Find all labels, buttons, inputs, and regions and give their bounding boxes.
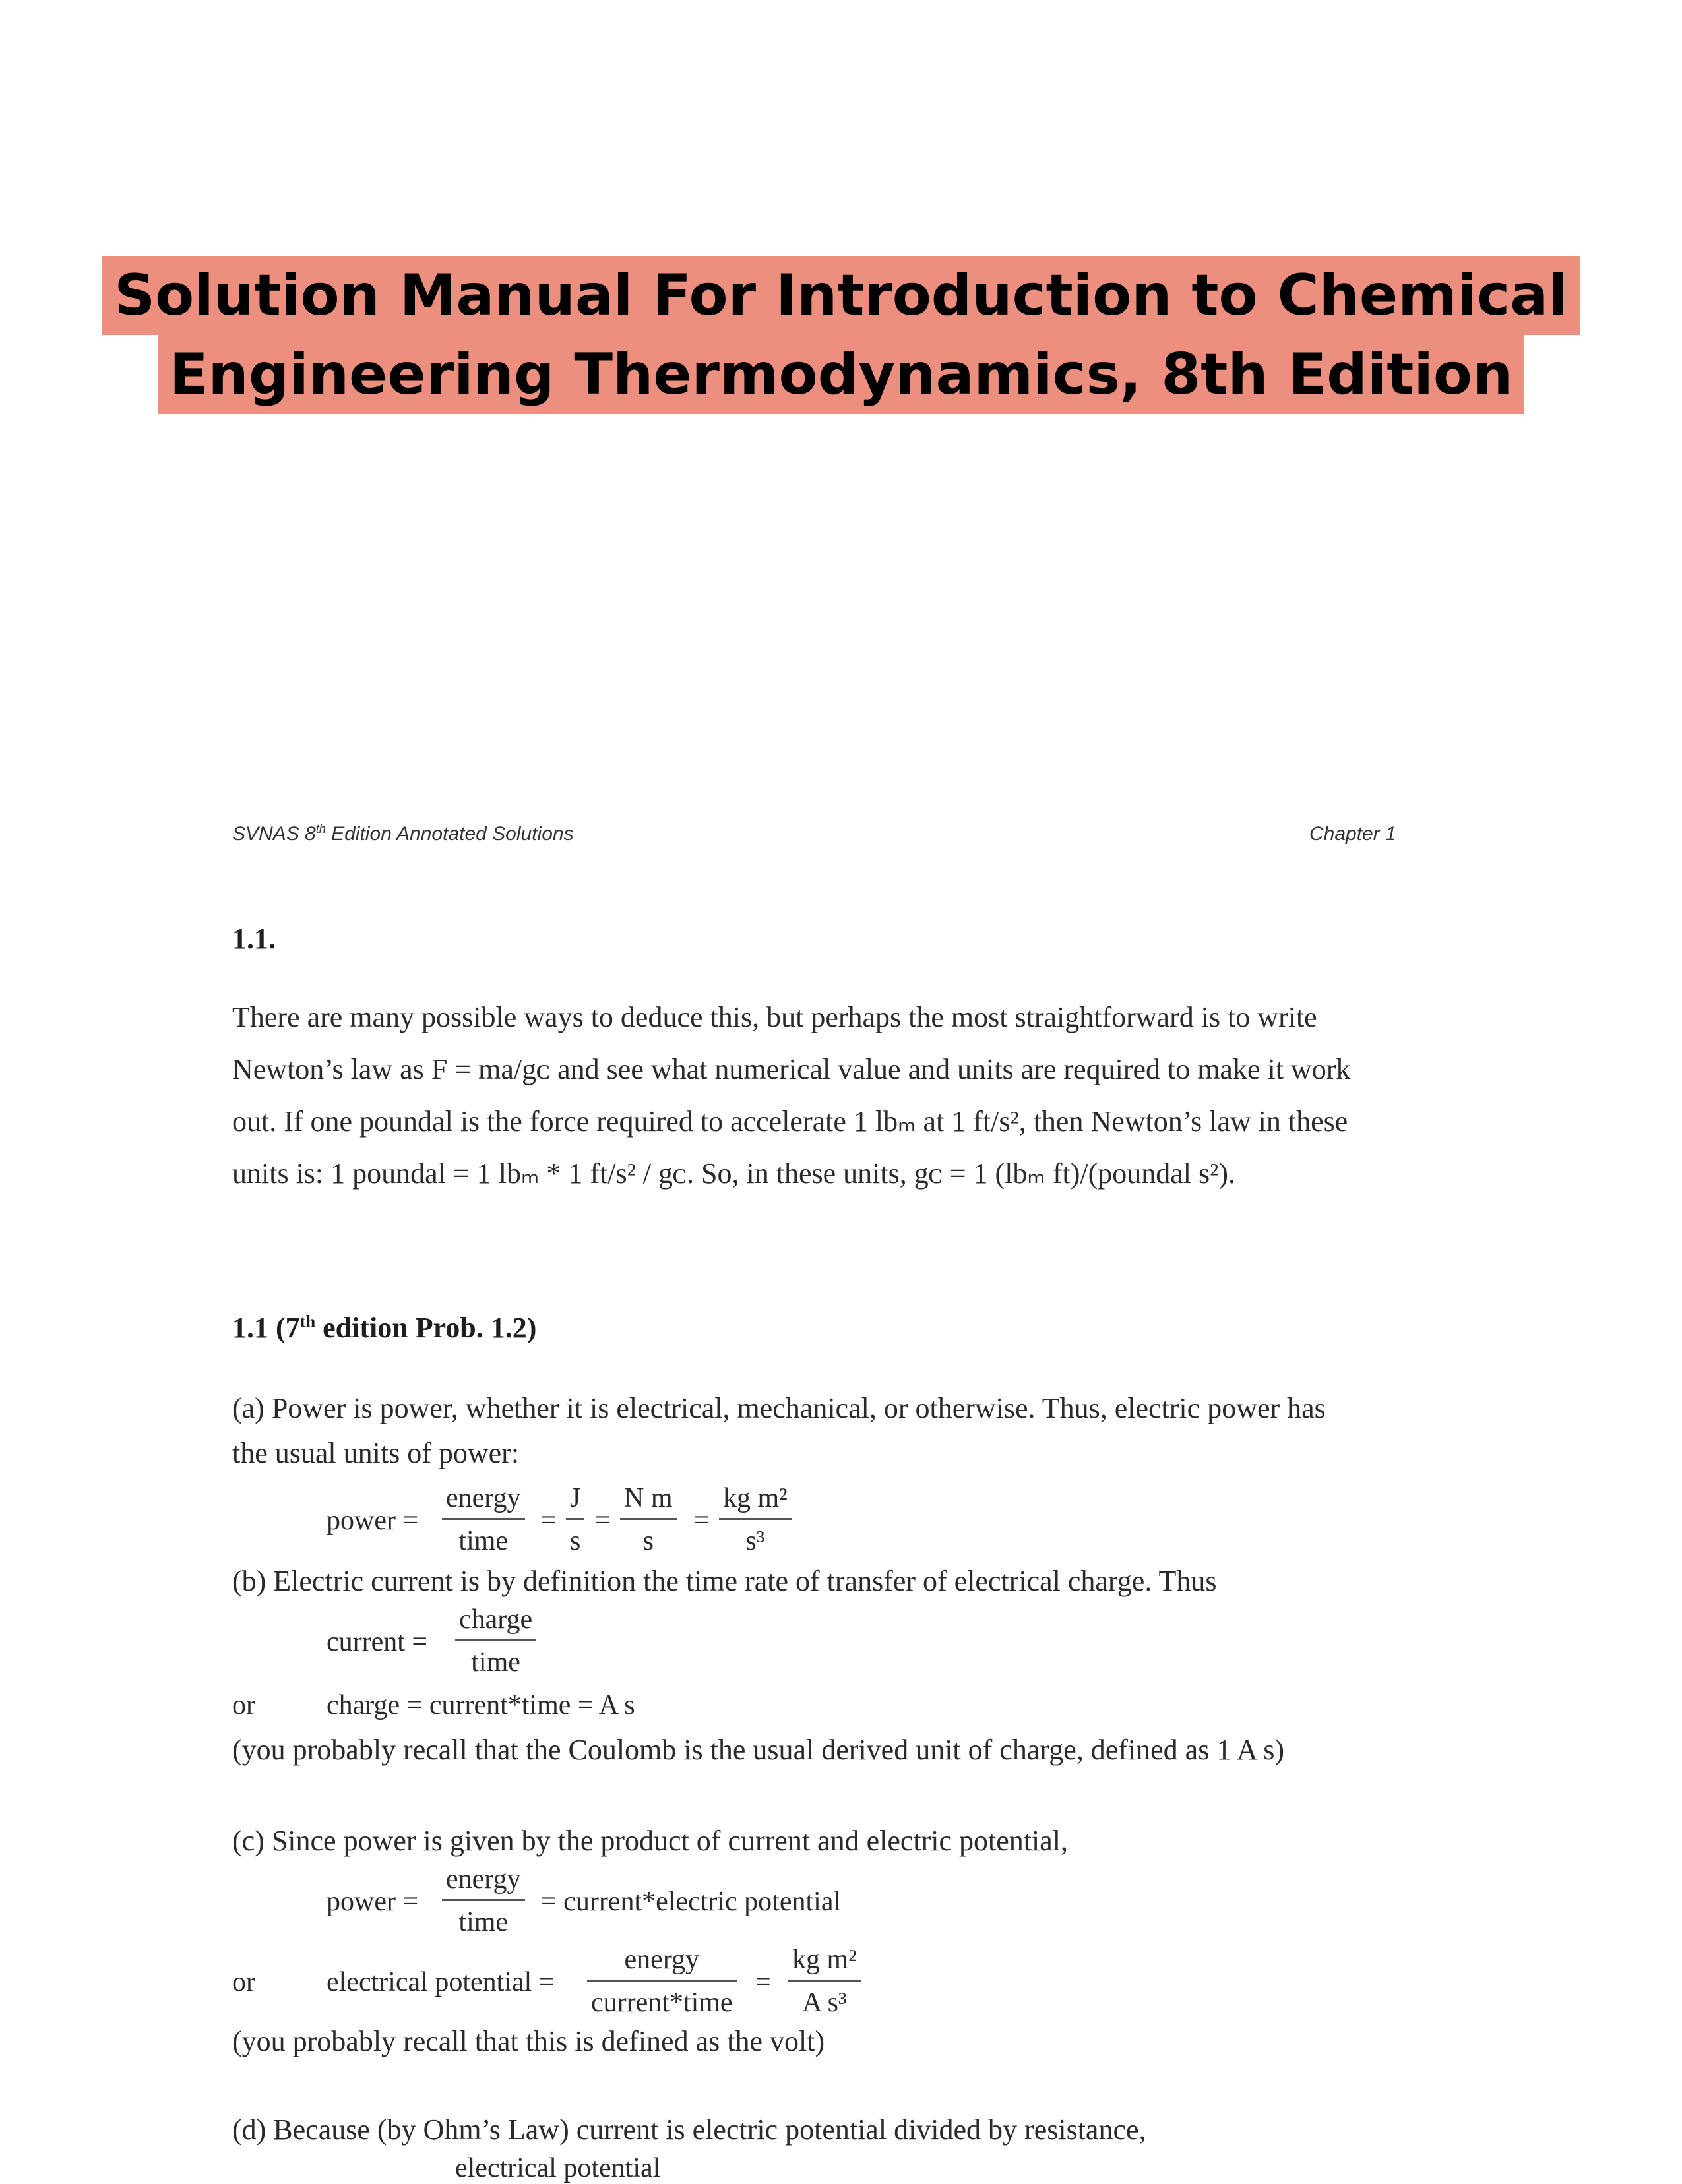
eq-potential-lhs: electrical potential = bbox=[327, 1967, 555, 1997]
equals-sign: = bbox=[595, 1505, 611, 1536]
part-b-line: (b) Electric current is by definition the time rate of transfer of electrical charge. Thus bbox=[232, 1565, 1217, 1597]
part-a-line-1: (a) Power is power, whether it is electrical, mechanical, or otherwise. Thus, electric power has bbox=[232, 1392, 1326, 1424]
fraction-energy-time-2: energy time bbox=[442, 1862, 525, 1939]
paragraph-line: There are many possible ways to deduce this, but perhaps the most straightforward is to write bbox=[232, 1001, 1317, 1033]
part-a-line-2: the usual units of power: bbox=[232, 1437, 520, 1469]
section-heading-1-1: 1.1. bbox=[232, 923, 276, 955]
or-label: or bbox=[232, 1690, 255, 1720]
fraction-nm-s: N m s bbox=[620, 1481, 677, 1558]
fraction-kgm2-as3: kg m² A s³ bbox=[788, 1943, 861, 2020]
equals-sign: = bbox=[541, 1505, 557, 1536]
paragraph-line: Newton’s law as F = ma/gᴄ and see what numerical value and units are required to make it work bbox=[232, 1053, 1351, 1085]
equals-sign: = bbox=[694, 1505, 710, 1536]
fraction-charge-time: charge time bbox=[455, 1602, 536, 1680]
part-d-line: (d) Because (by Ohm’s Law) current is electric potential divided by resistance, bbox=[232, 2113, 1146, 2146]
fraction-energy-time: energy time bbox=[442, 1481, 525, 1558]
eq-power2-rhs: = current*electric potential bbox=[541, 1887, 842, 1917]
part-b-note: (you probably recall that the Coulomb is the usual derived unit of charge, defined as 1 A s) bbox=[232, 1734, 1285, 1766]
fraction-j-s: J s bbox=[566, 1481, 584, 1558]
part-c-note: (you probably recall that this is defined as the volt) bbox=[232, 2025, 825, 2057]
paragraph-line: units is: 1 poundal = 1 lbₘ * 1 ft/s² / gᴄ. So, in these units, gᴄ = 1 (lbₘ ft)/(poundal s²). bbox=[232, 1157, 1235, 1190]
eq-power-lhs: power = bbox=[327, 1505, 419, 1536]
part-c-line: (c) Since power is given by the product of current and electric potential, bbox=[232, 1825, 1068, 1857]
or-label: or bbox=[232, 1967, 255, 1997]
section-1-1-paragraph bbox=[232, 991, 1350, 1199]
title-line-2: Engineering Thermodynamics, 8th Edition bbox=[158, 335, 1524, 414]
running-header-right: Chapter 1 bbox=[1309, 823, 1396, 845]
fraction-kgm2-s3: kg m² s³ bbox=[719, 1481, 792, 1558]
equals-sign: = bbox=[755, 1967, 771, 1997]
section-heading-prob-1-2: 1.1 (7th edition Prob. 1.2) bbox=[232, 1311, 537, 1344]
eq-power2-lhs: power = bbox=[327, 1887, 419, 1917]
running-header-left: SVNAS 8th Edition Annotated Solutions bbox=[232, 822, 574, 845]
fraction-energy-current-time: energy current*time bbox=[587, 1943, 737, 2020]
eq-current-lhs: current = bbox=[327, 1627, 428, 1657]
eq-charge: charge = current*time = A s bbox=[327, 1690, 635, 1720]
paragraph-line: out. If one poundal is the force required to accelerate 1 lbₘ at 1 ft/s², then Newton’s law in these bbox=[232, 1105, 1348, 1138]
part-d-cut-numerator: electrical potential bbox=[455, 2153, 661, 2183]
title-line-1: Solution Manual For Introduction to Chemical bbox=[102, 256, 1580, 335]
